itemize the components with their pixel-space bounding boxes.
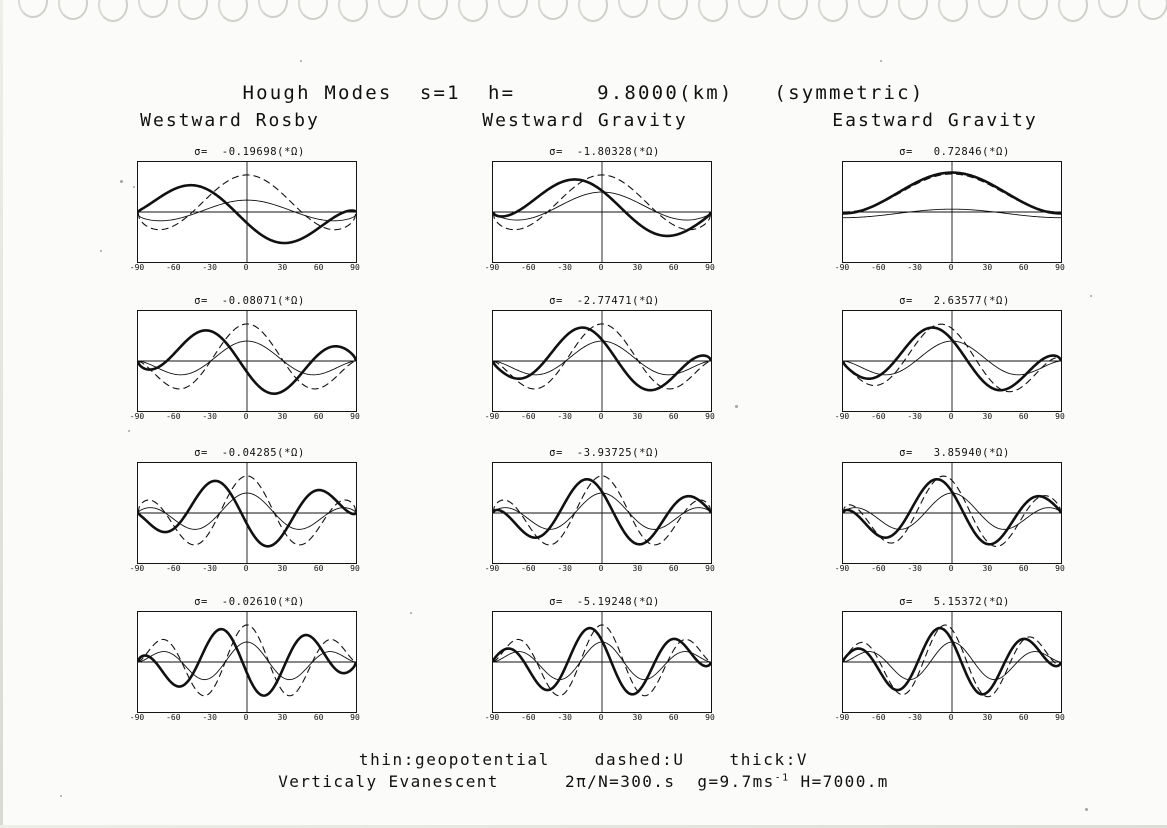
x-tick-label: -90 xyxy=(834,263,850,272)
plot-area xyxy=(492,161,712,263)
x-tick-label: -90 xyxy=(834,412,850,421)
x-tick-label: 0 xyxy=(598,713,604,722)
x-tick-label: -90 xyxy=(129,713,145,722)
x-tick-label: 90 xyxy=(1055,564,1065,573)
parameters-text-b: H=7000.m xyxy=(789,772,889,791)
plot-area xyxy=(842,611,1062,713)
x-tick-label: 0 xyxy=(598,263,604,272)
x-tick-label: 30 xyxy=(632,412,643,421)
x-tick-label: -30 xyxy=(557,263,572,272)
x-tick-label: 60 xyxy=(1018,713,1029,722)
x-tick-label: -30 xyxy=(907,263,922,272)
x-tick-label: 90 xyxy=(350,564,360,573)
sigma-label: σ= -0.02610(*Ω) xyxy=(194,596,305,608)
x-tick-label: 0 xyxy=(948,412,954,421)
sigma-label: σ= -2.77471(*Ω) xyxy=(549,295,660,307)
x-tick-label: 0 xyxy=(243,713,249,722)
x-tick-label: -90 xyxy=(484,263,500,272)
x-tick-label: 0 xyxy=(598,564,604,573)
x-tick-label: 60 xyxy=(1018,564,1029,573)
x-axis-ticks xyxy=(834,564,1065,578)
x-tick-label: -60 xyxy=(166,263,181,272)
sigma-label: σ= 0.72846(*Ω) xyxy=(899,146,1010,158)
x-tick-label: -30 xyxy=(907,412,922,421)
x-tick-label: 30 xyxy=(632,713,643,722)
x-tick-label: -60 xyxy=(166,412,181,421)
sigma-label: σ= 2.63577(*Ω) xyxy=(899,295,1010,307)
x-tick-label: -30 xyxy=(907,713,922,722)
x-tick-label: -60 xyxy=(521,713,536,722)
x-tick-label: 90 xyxy=(705,412,715,421)
sigma-label: σ= -3.93725(*Ω) xyxy=(549,447,660,459)
plot-area xyxy=(137,310,357,412)
x-tick-label: 60 xyxy=(668,713,679,722)
x-tick-label: 0 xyxy=(948,564,954,573)
x-tick-label: -90 xyxy=(484,713,500,722)
x-tick-label: 30 xyxy=(982,713,993,722)
plot-area xyxy=(137,161,357,263)
x-axis-ticks xyxy=(484,713,715,727)
x-tick-label: 60 xyxy=(313,412,324,421)
sigma-label: σ= -5.19248(*Ω) xyxy=(549,596,660,608)
x-tick-label: 60 xyxy=(313,564,324,573)
x-axis-ticks xyxy=(484,263,715,277)
sigma-label: σ= 3.85940(*Ω) xyxy=(899,447,1010,459)
plot-panel xyxy=(834,295,1067,426)
x-tick-label: 90 xyxy=(705,713,715,722)
plot-panel xyxy=(129,146,362,277)
x-tick-label: 90 xyxy=(705,263,715,272)
x-tick-label: 0 xyxy=(243,412,249,421)
x-tick-label: 30 xyxy=(277,713,288,722)
x-tick-label: 60 xyxy=(1018,263,1029,272)
plot-panel xyxy=(129,295,362,426)
plot-area xyxy=(492,310,712,412)
x-tick-label: 60 xyxy=(313,263,324,272)
x-tick-label: 60 xyxy=(1018,412,1029,421)
x-tick-label: 0 xyxy=(243,564,249,573)
x-tick-label: 30 xyxy=(632,564,643,573)
x-tick-label: -60 xyxy=(871,263,886,272)
x-tick-label: -60 xyxy=(521,412,536,421)
x-tick-label: -30 xyxy=(557,412,572,421)
x-tick-label: -60 xyxy=(521,263,536,272)
sigma-label: σ= -0.08071(*Ω) xyxy=(194,295,305,307)
x-tick-label: -60 xyxy=(871,564,886,573)
plot-panel xyxy=(484,295,717,426)
x-tick-label: -60 xyxy=(166,713,181,722)
x-tick-label: -90 xyxy=(834,564,850,573)
x-tick-label: 30 xyxy=(277,564,288,573)
plot-area xyxy=(137,462,357,564)
plot-area xyxy=(492,611,712,713)
sigma-label: σ= -0.19698(*Ω) xyxy=(194,146,305,158)
x-tick-label: -60 xyxy=(871,412,886,421)
x-tick-label: -30 xyxy=(557,713,572,722)
x-tick-label: -60 xyxy=(521,564,536,573)
x-tick-label: 30 xyxy=(277,412,288,421)
plot-panel xyxy=(129,447,362,578)
x-tick-label: 30 xyxy=(632,263,643,272)
column-heading-westward-gravity: Westward Gravity xyxy=(482,110,688,131)
x-tick-label: 0 xyxy=(948,263,954,272)
plot-area xyxy=(842,462,1062,564)
x-tick-label: 30 xyxy=(277,263,288,272)
sigma-label: σ= 5.15372(*Ω) xyxy=(899,596,1010,608)
plot-panel xyxy=(484,596,717,727)
x-tick-label: 90 xyxy=(705,564,715,573)
plot-panel xyxy=(834,447,1067,578)
plot-panel xyxy=(484,447,717,578)
x-tick-label: 30 xyxy=(982,564,993,573)
x-tick-label: -90 xyxy=(484,564,500,573)
x-tick-label: -90 xyxy=(834,713,850,722)
plot-area xyxy=(137,611,357,713)
x-tick-label: -30 xyxy=(557,564,572,573)
plot-panel xyxy=(129,596,362,727)
x-axis-ticks xyxy=(129,412,360,426)
sigma-label: σ= -1.80328(*Ω) xyxy=(549,146,660,158)
x-axis-ticks xyxy=(834,713,1065,727)
x-tick-label: 90 xyxy=(350,713,360,722)
plot-panel xyxy=(834,596,1067,727)
x-tick-label: 90 xyxy=(1055,263,1065,272)
x-axis-ticks xyxy=(484,564,715,578)
parameters-exponent: -1 xyxy=(774,772,790,784)
x-tick-label: 60 xyxy=(668,263,679,272)
x-tick-label: 60 xyxy=(313,713,324,722)
parameters-line xyxy=(0,772,1167,791)
x-axis-ticks xyxy=(129,564,360,578)
plot-area xyxy=(842,310,1062,412)
x-tick-label: 90 xyxy=(1055,412,1065,421)
x-tick-label: -30 xyxy=(202,412,217,421)
plot-area xyxy=(492,462,712,564)
x-tick-label: 60 xyxy=(668,412,679,421)
x-tick-label: 0 xyxy=(243,263,249,272)
plot-panel xyxy=(834,146,1067,277)
x-tick-label: 90 xyxy=(1055,713,1065,722)
x-axis-ticks xyxy=(129,263,360,277)
plot-area xyxy=(842,161,1062,263)
x-tick-label: -90 xyxy=(129,263,145,272)
plot-panel xyxy=(484,146,717,277)
x-tick-label: 30 xyxy=(982,412,993,421)
sigma-label: σ= -0.04285(*Ω) xyxy=(194,447,305,459)
x-tick-label: -60 xyxy=(871,713,886,722)
x-tick-label: -60 xyxy=(166,564,181,573)
x-tick-label: -30 xyxy=(907,564,922,573)
column-heading-eastward-gravity: Eastward Gravity xyxy=(832,110,1038,131)
x-tick-label: -90 xyxy=(129,412,145,421)
x-tick-label: 90 xyxy=(350,263,360,272)
parameters-text-a: Verticaly Evanescent 2π/N=300.s g=9.7ms xyxy=(278,772,775,791)
x-tick-label: 30 xyxy=(982,263,993,272)
x-tick-label: -90 xyxy=(129,564,145,573)
x-tick-label: 90 xyxy=(350,412,360,421)
x-axis-ticks xyxy=(834,263,1065,277)
x-tick-label: -30 xyxy=(202,713,217,722)
x-tick-label: 0 xyxy=(948,713,954,722)
page-title: Hough Modes s=1 h= 9.8000(km) (symmetric) xyxy=(242,82,925,104)
x-axis-ticks xyxy=(484,412,715,426)
x-tick-label: -30 xyxy=(202,564,217,573)
x-axis-ticks xyxy=(834,412,1065,426)
x-tick-label: -90 xyxy=(484,412,500,421)
x-tick-label: 60 xyxy=(668,564,679,573)
x-tick-label: 0 xyxy=(598,412,604,421)
x-axis-ticks xyxy=(129,713,360,727)
column-heading-westward-rosby: Westward Rosby xyxy=(140,110,320,131)
legend-line: thin:geopotential dashed:U thick:V xyxy=(358,750,809,769)
x-tick-label: -30 xyxy=(202,263,217,272)
